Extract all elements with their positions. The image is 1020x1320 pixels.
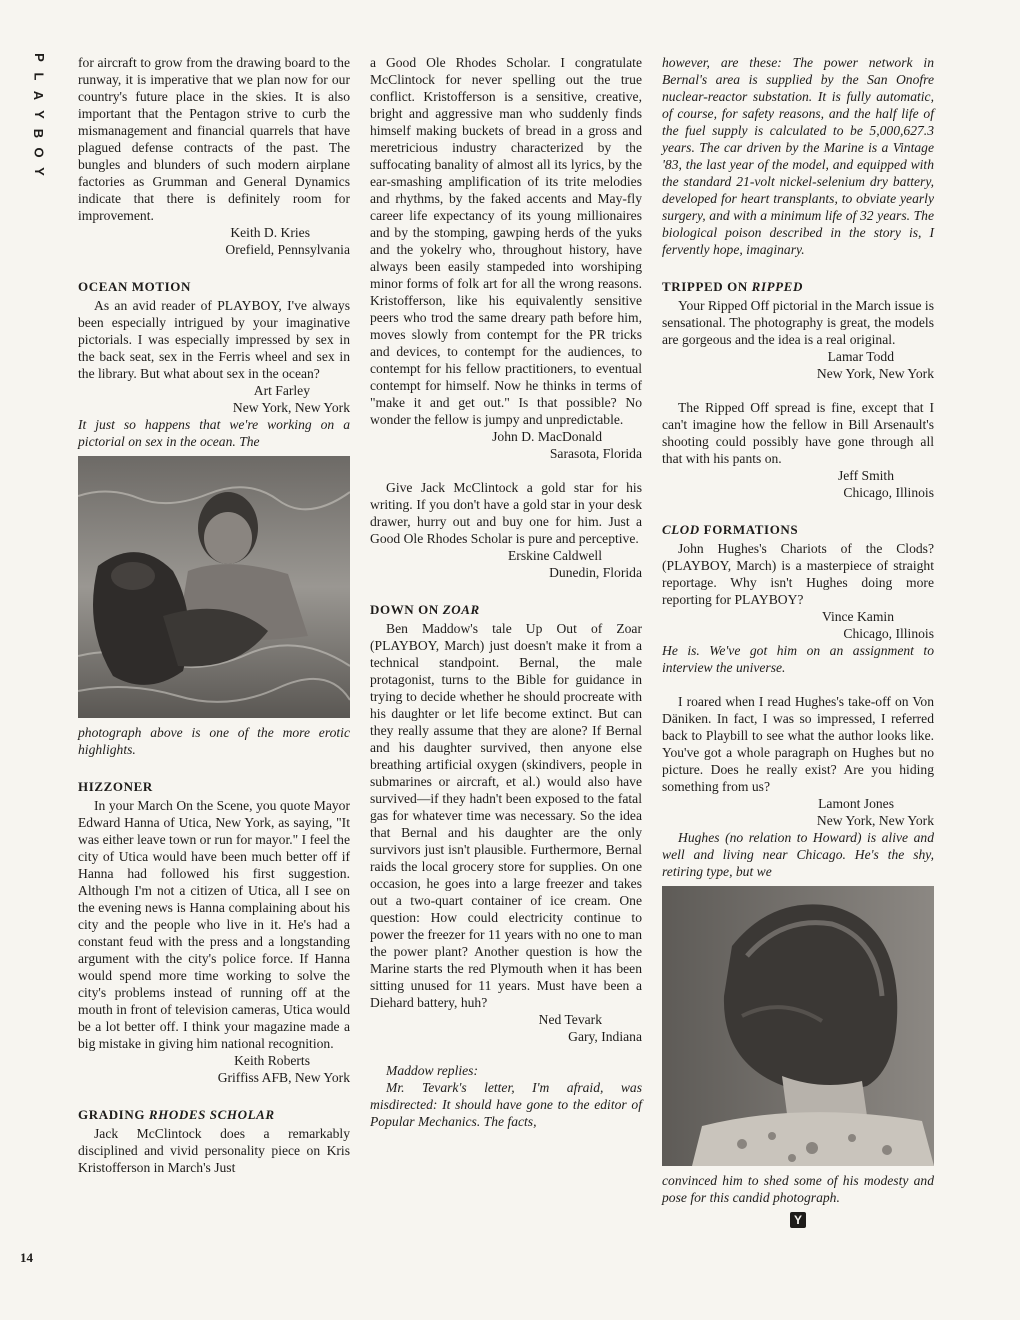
letter-text: As an avid reader of PLAYBOY, I've always been especially intrigued by your imaginative pictorials. I was especially impressed by sex in the back seat, sex in the Ferris wheel and sex in the library. But what about sex in the ocean? xyxy=(78,298,350,381)
letter-text: Ben Maddow's tale Up Out of Zoar (PLAYBOY, March) just doesn't make it from a technical standpoint. Bernal, the male protagonist, turns to the Bible for guidance in trying to decide whether he should procreate with his daughter or let life become extinct. But can they really assume that they are alone? If Bernal and his daughter survived, then anyone else breathing artificial oxygen (skindivers, people in submarines or aircraft, et al.) would also have survived—if they hadn't been exposed to the fatal gas for whatever time was necessary. So the idea that Bernal and his daughter are the only survivors just isn't plausible. Furthermore, Bernal raids the local grocery store for supplies. On one occasion, he goes into a large freezer and takes out a two-quart container of ice cream. One question: How could electricity continue to power the freezer for 11 years with no one to man the power plant? Another question is how the Marine starts the red Plymouth when it has been sitting unused for 11 years. Must have been a Diehard battery, huh? xyxy=(370,621,642,1010)
column-3 xyxy=(662,54,934,1228)
signature: Keith D. Kries Orefield, Pennsylvania xyxy=(225,225,350,257)
signature: Art Farley New York, New York xyxy=(232,383,350,415)
column-1 xyxy=(78,54,350,1176)
signature: Vince Kamin Chicago, Illinois xyxy=(821,609,934,641)
letter-text: a Good Ole Rhodes Scholar. I congratulate McClintock for never spelling out the true conflict. Kristofferson is a sensitive, creative, bright and aggressive man who suddenly finds himself making buckets of bread in a gross and meretricious industry characterized by the suffocating banality of almost all its lyrics, by the ear-smashing amplification of its trite melodies and rhythms, by the faked accents and May-fly career life expectancy of its young millionaires and by the stomping, gawping herds of the yuks and the yokelry who, throughout history, have always been easily stampeded into worshiping minor forms of folk art for all the wrong reasons. Kristofferson, like his equivalently sensitive peers who trod the same dreary path before him, moves slowly from contempt for the PR tricks and devices, to contempt for the audiences, to contempt for his fellow practitioners, to eventual contempt for himself. Now he thinks in terms of "make it and get out." Is that possible? No wonder the fellow is jumpy and unpredictable. xyxy=(370,55,642,427)
spine-letter: B xyxy=(31,128,47,139)
signature: John D. MacDonald Sarasota, Florida xyxy=(492,429,642,461)
spine-letter: O xyxy=(31,147,47,158)
photo-caption: photograph above is one of the more erotic highlights. xyxy=(78,725,350,757)
letter-text: In your March On the Scene, you quote Mayor Edward Hanna of Utica, New York, as saying, "It was either leave town or run for mayor." I feel the city of Utica would have been much better off if Hanna had followed his first suggestion. Although I'm not a citizen of Utica, all I see on the evening news is Hanna complaining about his city and the people who live in it. He's had a constant feud with the press and a longstanding argument with the city's police force. If Hanna would spend more time working to solve the city's problems instead of running off at the mouth in front of television cameras, Utica would be a lot better off. I think your magazine made a big mistake in giving him national recognition. xyxy=(78,798,350,1051)
page-number: 14 xyxy=(20,1250,33,1265)
section-heading: HIZZONER xyxy=(78,779,153,794)
photo-caption: convinced him to shed some of his modesty and pose for this candid photograph. xyxy=(662,1173,934,1205)
signature: Keith Roberts Griffiss AFB, New York xyxy=(217,1053,350,1085)
signature: Erskine Caldwell Dunedin, Florida xyxy=(507,548,642,580)
spine-letter: Y xyxy=(31,167,47,176)
letter-text: Give Jack McClintock a gold star for his writing. If you don't have a gold star in your desk drawer, hurry out and buy one for him. Just a Good Ole Rhodes Scholar is pure and perceptive. xyxy=(370,480,642,546)
section-heading: DOWN ON ZOAR xyxy=(370,602,480,617)
section-heading: CLOD FORMATIONS xyxy=(662,522,799,537)
section-heading: TRIPPED ON RIPPED xyxy=(662,279,803,294)
spine-title xyxy=(28,48,50,181)
author-reply: Mr. Tevark's letter, I'm afraid, was misdirected: It should have gone to the editor of Popular Mechanics. The facts, xyxy=(370,1080,642,1129)
letter-text: John Hughes's Chariots of the Clods? (PLAYBOY, March) is a masterpiece of straight reportage. Why isn't Hughes doing more reporting for PLAYBOY? xyxy=(662,541,934,607)
letter-text: Jack McClintock does a remarkably disciplined and vivid personality piece on Kris Kristofferson in March's Just xyxy=(78,1126,350,1175)
spine-letter: A xyxy=(31,90,47,101)
editor-reply: It just so happens that we're working on a pictorial on sex in the ocean. The xyxy=(78,417,350,449)
spine-letter: Y xyxy=(31,110,47,119)
signature: Ned Tevark Gary, Indiana xyxy=(538,1012,642,1044)
section-heading: OCEAN MOTION xyxy=(78,279,192,294)
spine-letter: P xyxy=(31,53,47,62)
hughes-photo xyxy=(662,886,934,1166)
reply-label: Maddow replies: xyxy=(386,1063,478,1078)
letter-text: for aircraft to grow from the drawing board to the runway, it is imperative that we plan now for our country's future place in the skies. It is also important that the Pentagon strive to curb the mismanagement and financial quarrels that have plagued defense contracts of the past. The bungles and blunders of such modern airplane factories as Grumman and General Dynamics indicate that there is definitely room for improvement. xyxy=(78,55,350,223)
signature: Jeff Smith Chicago, Illinois xyxy=(837,468,934,500)
spine-letter: L xyxy=(31,72,47,81)
column-2 xyxy=(370,54,642,1130)
letter-text: I roared when I read Hughes's take-off on Von Däniken. In fact, I was so impressed, I referred back to Playbill to see what the author looks like. You've got a whole paragraph on Hughes but no picture. Does he really exist? Are you hiding something from us? xyxy=(662,694,934,794)
ocean-photo xyxy=(78,456,350,718)
editor-reply: Hughes (no relation to Howard) is alive and well and living near Chicago. He's the shy, retiring type, but we xyxy=(662,830,934,879)
letter-text: The Ripped Off spread is fine, except that I can't imagine how the fellow in Bill Arsenault's shooting could possibly have gone through all that with his pants on. xyxy=(662,400,934,466)
letter-text: Your Ripped Off pictorial in the March issue is sensational. The photography is great, the models are gorgeous and the idea is a real original. xyxy=(662,298,934,347)
author-reply: however, are these: The power network in Bernal's area is supplied by the San Onofre nuclear-reactor substation. It is fully automatic, of course, for safety reasons, and the half life of the fuel supply is calculated to be 5,000,627.3 years. The car driven by the Marine is a Vintage '83, the last year of the model, and equipped with the standard 21-volt nickel-selenium dry battery, developed for heart transplants, to obviate yearly surgery, and with a minimum life of 32 years. The biological poison described in the story is, I fervently hope, imaginary. xyxy=(662,55,934,257)
signature: Lamar Todd New York, New York xyxy=(816,349,934,381)
section-heading: GRADING RHODES SCHOLAR xyxy=(78,1107,275,1122)
editor-reply: He is. We've got him on an assignment to interview the universe. xyxy=(662,643,934,675)
signature: Lamont Jones New York, New York xyxy=(816,796,934,828)
end-mark-icon: Y xyxy=(790,1212,806,1228)
